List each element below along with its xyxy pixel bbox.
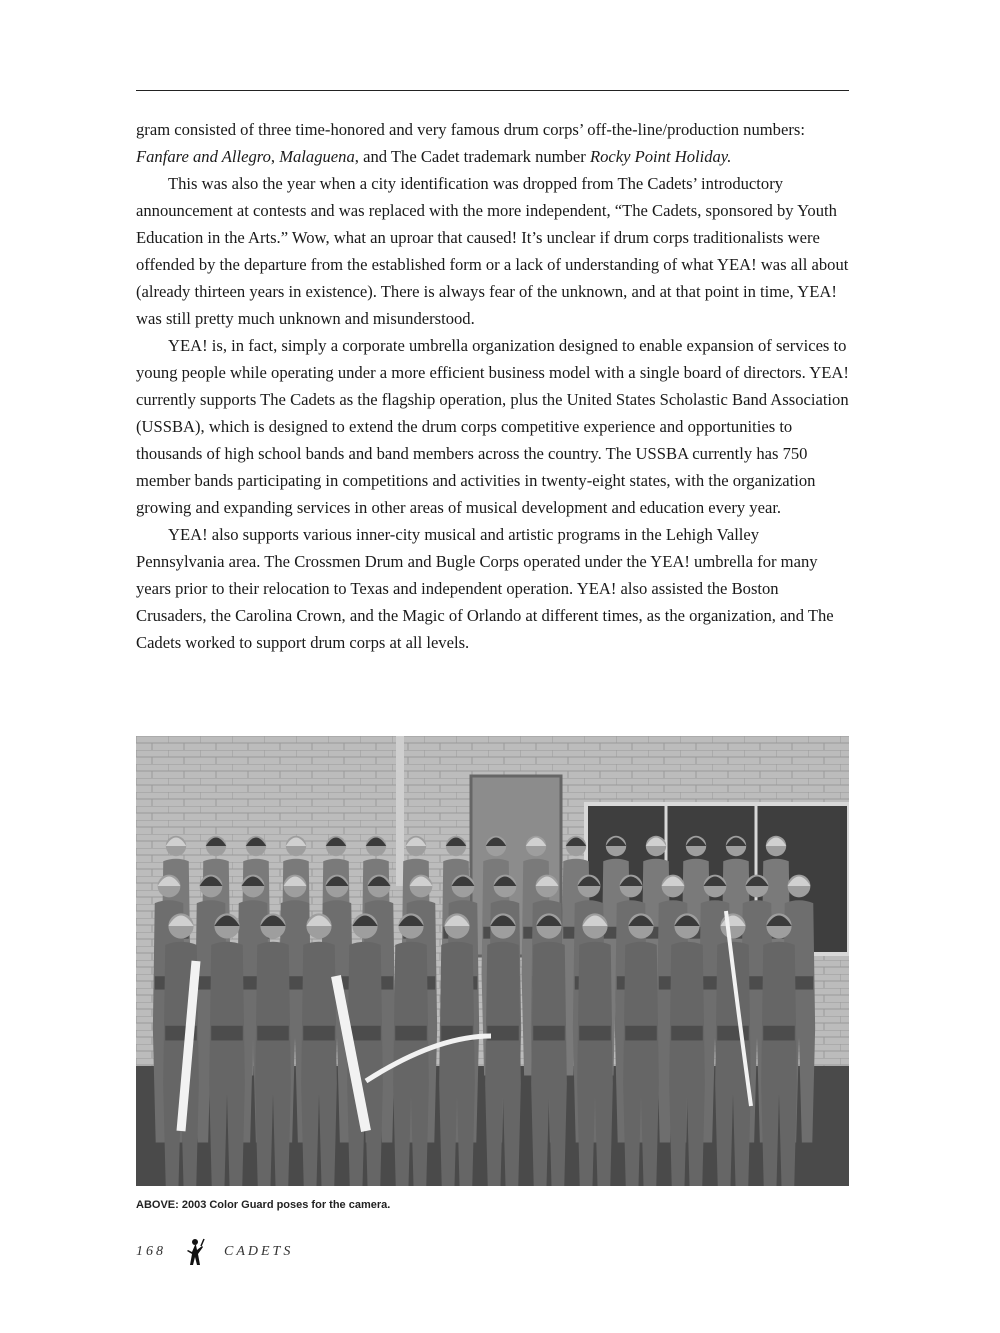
page-number: 168 [136,1244,166,1259]
title-malaguena: Malaguena [279,147,355,166]
paragraph-1-text-b: , and The Cadet trademark number [354,147,590,166]
title-fanfare-and-allegro: Fanfare and Allegro [136,147,271,166]
paragraph-2: This was also the year when a city identification was dropped from The Cadets’ introductory announcement at contests and was replaced with the more independent, “The Cadets, sponsored by Youth Education in the Arts.” Wow, what an uproar that caused! It’s unclear if drum corps traditionalists were offended by the departure from the established form or a lack of understanding of what YEA! was all about (already thirteen years in existence). There is always fear of the unknown, and at that point in time, YEA! was still pretty much unknown and misunderstood. [136,174,849,328]
drain-pipe [396,736,404,886]
title-rocky-point-holiday: Rocky Point Holiday. [589,147,732,166]
paragraph-1-separator: , [270,147,280,166]
header-rule [136,90,849,91]
body-text [136,116,849,656]
drum-major-silhouette-icon [184,1238,206,1266]
page-footer [136,1238,293,1266]
photo-caption: ABOVE: 2003 Color Guard poses for the camera. [136,1199,391,1211]
paragraph-4: YEA! also supports various inner-city musical and artistic programs in the Lehigh Valley Pennsylvania area. The Crossmen Drum and Bugle Corps operated under the YEA! umbrella for many years prior to their relocation to Texas and independent operation. YEA! also assisted the Boston Crusaders, the Carolina Crown, and the Magic of Orlando at different times, as the organization, and The Cadets worked to support drum corps at all levels. [136,525,834,652]
color-guard-group-photo [136,736,849,1186]
paragraph-3: YEA! is, in fact, simply a corporate umbrella organization designed to enable expansion of services to young people while operating under a more efficient business model with a single board of directors. YEA! currently supports The Cadets as the flagship operation, plus the United States Scholastic Band Association (USSBA), which is designed to extend the drum corps competitive experience and opportunities to thousands of high school bands and band members across the country. The USSBA currently has 750 member bands participating in competitions and activities in twenty-eight states, with the organization growing and expanding services in other areas of musical development and education every year. [136,336,849,517]
paragraph-1-text-a: gram consisted of three time-honored and very famous drum corps’ off-the-line/production numbers: [136,120,805,139]
paragraph-1 [136,116,849,170]
running-title: CADETS [224,1244,294,1259]
